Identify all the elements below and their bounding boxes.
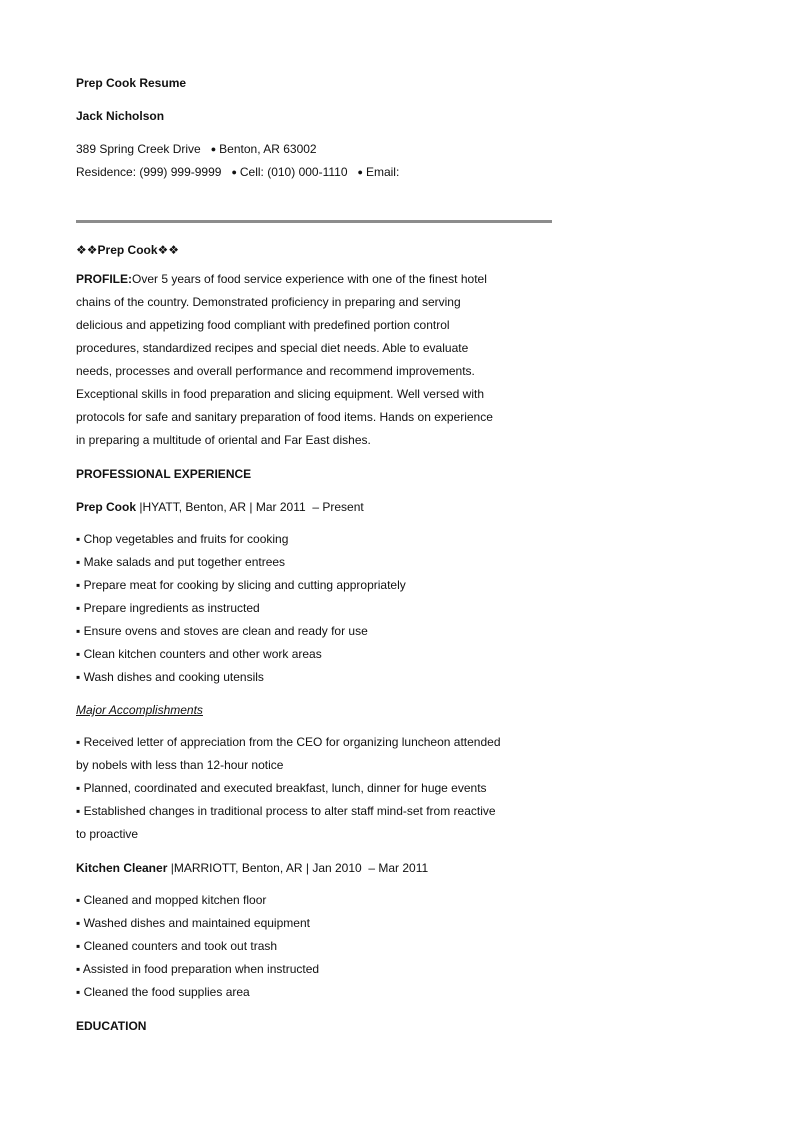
profile-line: Over 5 years of food service experience with one of the finest hotel [132, 272, 487, 286]
profile-section [76, 268, 546, 452]
job-meta: |MARRIOTT, Benton, AR | Jan 2010 [170, 861, 362, 875]
profile-label: PROFILE: [76, 272, 132, 286]
headline: ❖❖Prep Cook❖❖ [76, 243, 180, 257]
document-title: Prep Cook Resume [76, 76, 187, 90]
bullet-dot-icon: ● [210, 144, 217, 154]
profile-line: in preparing a multitude of oriental and Far East dishes. [76, 433, 371, 447]
list-item: to proactive [76, 827, 139, 841]
list-item: ▪ Cleaned and mopped kitchen floor [76, 893, 267, 907]
list-item: ▪ Cleaned counters and took out trash [76, 939, 278, 953]
list-item: ▪ Planned, coordinated and executed breakfast, lunch, dinner for huge events [76, 781, 487, 795]
candidate-name: Jack Nicholson [76, 109, 165, 123]
list-item: ▪ Cleaned the food supplies area [76, 985, 250, 999]
education-heading: EDUCATION [76, 1019, 147, 1033]
list-item: ▪ Prepare ingredients as instructed [76, 601, 260, 615]
job-meta: |HYATT, Benton, AR | Mar 2011 [139, 500, 306, 514]
profile-line: procedures, standardized recipes and special diet needs. Able to evaluate [76, 341, 469, 355]
residence-phone: Residence: (999) 999-9999 [76, 165, 222, 179]
job-duties-list [76, 528, 546, 689]
profile-line: needs, processes and overall performance and recommend improvements. [76, 364, 475, 378]
section-divider [76, 220, 552, 223]
list-item: ▪ Established changes in traditional process to alter staff mind-set from reactive [76, 804, 496, 818]
list-item: ▪ Prepare meat for cooking by slicing and cutting appropriately [76, 578, 406, 592]
profile-line: Exceptional skills in food preparation and slicing equipment. Well versed with [76, 387, 484, 401]
job-title: Prep Cook [76, 500, 137, 514]
list-item: ▪ Wash dishes and cooking utensils [76, 670, 264, 684]
cell-phone: Cell: (010) 000-1110 [239, 165, 348, 179]
profile-line: protocols for safe and sanitary preparation of food items. Hands on experience [76, 410, 493, 424]
list-item: ▪ Clean kitchen counters and other work areas [76, 647, 322, 661]
list-item: by nobels with less than 12-hour notice [76, 758, 284, 772]
address-line [76, 141, 317, 158]
job-header [76, 860, 428, 876]
list-item: ▪ Chop vegetables and fruits for cooking [76, 532, 289, 546]
job-end-date: – Mar 2011 [368, 861, 429, 875]
list-item: ▪ Received letter of appreciation from the CEO for organizing luncheon attended [76, 735, 501, 749]
list-item: ▪ Make salads and put together entrees [76, 555, 286, 569]
job-end-date: – Present [312, 500, 364, 514]
profile-line: delicious and appetizing food compliant with predefined portion control [76, 318, 450, 332]
accomplishments-list [76, 731, 546, 846]
list-item: ▪ Assisted in food preparation when instructed [76, 962, 320, 976]
street-address: 389 Spring Creek Drive [76, 142, 201, 156]
list-item: ▪ Ensure ovens and stoves are clean and ready for use [76, 624, 368, 638]
bullet-dot-icon: ● [231, 167, 237, 177]
bullet-dot-icon: ● [357, 167, 363, 177]
city-state-zip: Benton, AR 63002 [219, 142, 317, 156]
phone-line [76, 164, 399, 181]
list-item: ▪ Washed dishes and maintained equipment [76, 916, 310, 930]
job-duties-list [76, 889, 546, 1004]
job-title: Kitchen Cleaner [76, 861, 168, 875]
experience-heading: PROFESSIONAL EXPERIENCE [76, 467, 252, 481]
accomplishments-heading: Major Accomplishments [76, 703, 203, 717]
job-header [76, 499, 364, 515]
email-label: Email: [365, 165, 400, 179]
profile-line: chains of the country. Demonstrated proficiency in preparing and serving [76, 295, 461, 309]
